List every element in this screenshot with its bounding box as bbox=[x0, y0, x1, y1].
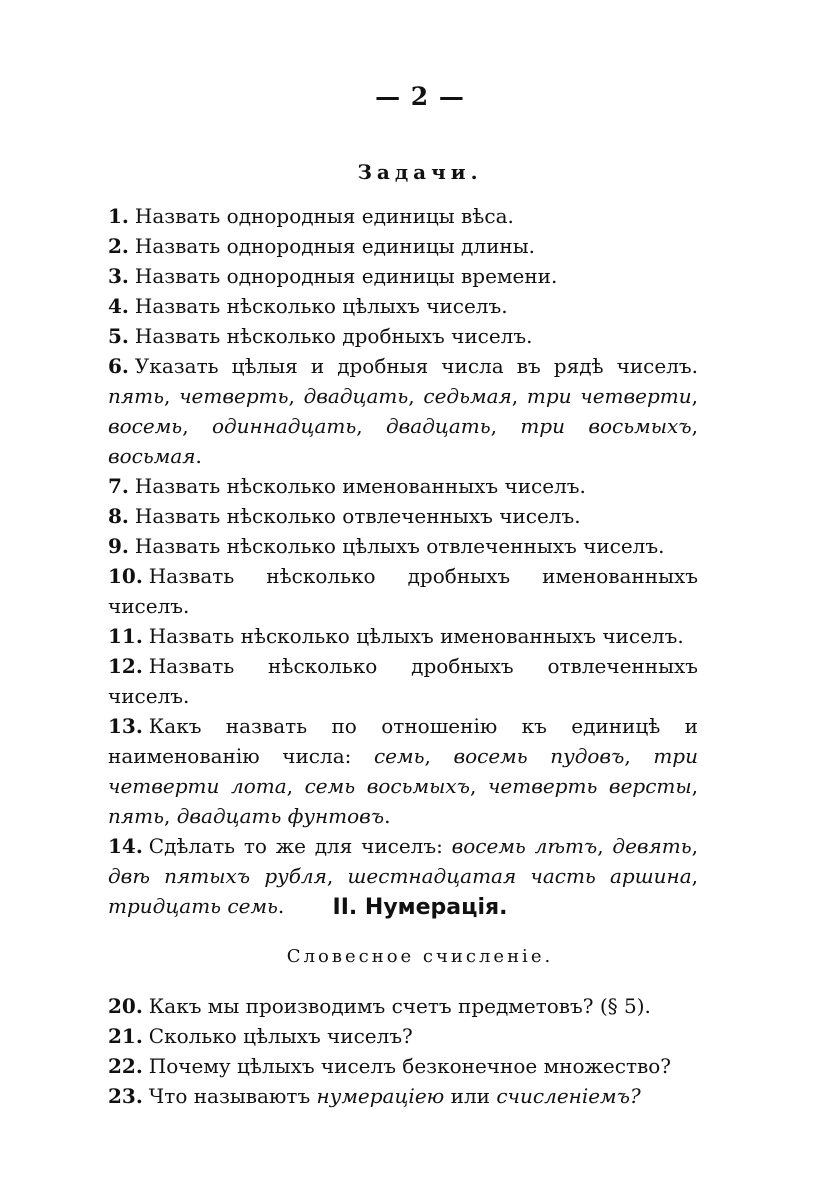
italic-text: одиннадцать bbox=[211, 414, 357, 438]
text-run: Почему цѣлыхъ чиселъ безконечное множество? bbox=[148, 1054, 672, 1078]
problem-item bbox=[108, 651, 698, 711]
italic-text: восемь пудовъ bbox=[453, 744, 625, 768]
text-run: . bbox=[384, 804, 391, 828]
text-run: Какъ мы производимъ счетъ предметовъ? (§ 5). bbox=[148, 994, 651, 1018]
text-run: , bbox=[691, 774, 699, 798]
text-run: , bbox=[490, 414, 521, 438]
item-number: 3. bbox=[108, 264, 129, 288]
italic-text: нумераціею bbox=[316, 1084, 445, 1108]
text-run: , bbox=[691, 864, 698, 888]
italic-text: двадцать фунтовъ bbox=[176, 804, 385, 828]
item-number: 5. bbox=[108, 324, 129, 348]
problem-item bbox=[108, 711, 698, 831]
italic-text: седьмая bbox=[423, 384, 512, 408]
italic-text: тридцать семь bbox=[108, 894, 278, 918]
italic-text: счисленіемъ? bbox=[496, 1084, 641, 1108]
problem-item bbox=[108, 231, 698, 261]
text-run: Назвать однородныя единицы вѣса. bbox=[134, 204, 514, 228]
item-number: 6. bbox=[108, 354, 129, 378]
question-item bbox=[108, 991, 698, 1021]
italic-text: двадцать bbox=[303, 384, 409, 408]
problems-heading: Задачи. bbox=[357, 160, 483, 184]
problem-item bbox=[108, 321, 698, 351]
text-run: , bbox=[624, 744, 654, 768]
italic-text: пять bbox=[108, 384, 164, 408]
text-run: , bbox=[597, 834, 613, 858]
text-run: , bbox=[511, 384, 527, 408]
text-run: , bbox=[424, 744, 454, 768]
text-run: , bbox=[691, 414, 698, 438]
item-number: 14. bbox=[108, 834, 143, 858]
problems-list bbox=[108, 201, 698, 921]
italic-text: три четверти bbox=[526, 384, 692, 408]
text-run: Какъ назвать по отношенію къ единицѣ и наименованію числа: bbox=[108, 714, 698, 768]
italic-text: двадцать bbox=[385, 414, 491, 438]
item-number: 4. bbox=[108, 294, 129, 318]
italic-text: семь bbox=[373, 744, 425, 768]
italic-text: четверть версты bbox=[487, 774, 692, 798]
italic-text: шестнадцатая часть аршина bbox=[347, 864, 692, 888]
problem-item bbox=[108, 291, 698, 321]
text-run: Назвать нѣсколько цѣлыхъ именованныхъ чиселъ. bbox=[148, 624, 684, 648]
item-number: 12. bbox=[108, 654, 143, 678]
text-run: Сколько цѣлыхъ чиселъ? bbox=[148, 1024, 413, 1048]
text-run: Назвать однородныя единицы времени. bbox=[134, 264, 558, 288]
page-number: — 2 — bbox=[375, 82, 465, 111]
section-heading: II. Нумерація. bbox=[332, 895, 508, 920]
item-number: 13. bbox=[108, 714, 143, 738]
text-run: , bbox=[356, 414, 386, 438]
item-number: 8. bbox=[108, 504, 129, 528]
text-run: Назвать нѣсколько дробныхъ именованныхъ чиселъ. bbox=[108, 564, 698, 618]
problem-item bbox=[108, 561, 698, 621]
problem-item bbox=[108, 531, 698, 561]
text-run: Сдѣлать то же для чиселъ: bbox=[148, 834, 452, 858]
text-run: , bbox=[691, 384, 699, 408]
text-run: Указать цѣлыя и дробныя числа въ рядѣ чиселъ. bbox=[134, 354, 698, 378]
text-run: , bbox=[469, 774, 488, 798]
item-number: 1. bbox=[108, 204, 129, 228]
question-item bbox=[108, 1051, 698, 1081]
italic-text: двѣ пятыхъ рубля bbox=[108, 864, 327, 888]
text-run: Назвать нѣсколько именованныхъ чиселъ. bbox=[134, 474, 586, 498]
text-run: . bbox=[195, 444, 202, 468]
text-run: Что называютъ bbox=[148, 1084, 317, 1108]
problem-item bbox=[108, 261, 698, 291]
text-run: или bbox=[444, 1084, 497, 1108]
problem-item bbox=[108, 621, 698, 651]
text-run: Назвать нѣсколько дробныхъ чиселъ. bbox=[134, 324, 533, 348]
question-item bbox=[108, 1081, 698, 1111]
text-run: , bbox=[286, 774, 305, 798]
text-run: Назвать нѣсколько отвлеченныхъ чиселъ. bbox=[134, 504, 581, 528]
problem-item bbox=[108, 201, 698, 231]
questions-list bbox=[108, 991, 698, 1111]
question-item bbox=[108, 1021, 698, 1051]
italic-text: три восьмыхъ bbox=[520, 414, 692, 438]
italic-text: три четверти лота bbox=[108, 744, 698, 798]
item-number: 11. bbox=[108, 624, 143, 648]
italic-text: восьмая bbox=[108, 444, 196, 468]
text-run: , bbox=[182, 414, 212, 438]
item-number: 23. bbox=[108, 1084, 143, 1108]
italic-text: девять bbox=[612, 834, 692, 858]
text-run: Назвать нѣсколько цѣлыхъ чиселъ. bbox=[134, 294, 508, 318]
text-run: , bbox=[163, 804, 177, 828]
problem-item bbox=[108, 471, 698, 501]
text-run: Назвать нѣсколько цѣлыхъ отвлеченныхъ чиселъ. bbox=[134, 534, 665, 558]
item-number: 9. bbox=[108, 534, 129, 558]
text-run: Назвать однородныя единицы длины. bbox=[134, 234, 535, 258]
text-run: , bbox=[408, 384, 424, 408]
problem-item bbox=[108, 501, 698, 531]
italic-text: пять bbox=[108, 804, 164, 828]
italic-text: четверть bbox=[179, 384, 289, 408]
text-run: , bbox=[326, 864, 348, 888]
item-number: 22. bbox=[108, 1054, 143, 1078]
text-run: . bbox=[277, 894, 285, 918]
italic-text: семь восьмыхъ bbox=[304, 774, 470, 798]
problem-item bbox=[108, 351, 698, 471]
item-number: 7. bbox=[108, 474, 129, 498]
item-number: 10. bbox=[108, 564, 143, 588]
italic-text: восемь bbox=[108, 414, 183, 438]
italic-text: восемь лѣтъ bbox=[451, 834, 598, 858]
text-run: Назвать нѣсколько дробныхъ отвлеченныхъ чиселъ. bbox=[108, 654, 698, 708]
item-number: 21. bbox=[108, 1024, 143, 1048]
item-number: 2. bbox=[108, 234, 129, 258]
text-run: , bbox=[163, 384, 180, 408]
text-run: , bbox=[691, 834, 698, 858]
item-number: 20. bbox=[108, 994, 143, 1018]
subsection-heading: Словесное счисленіе. bbox=[286, 946, 554, 967]
text-run: , bbox=[288, 384, 304, 408]
